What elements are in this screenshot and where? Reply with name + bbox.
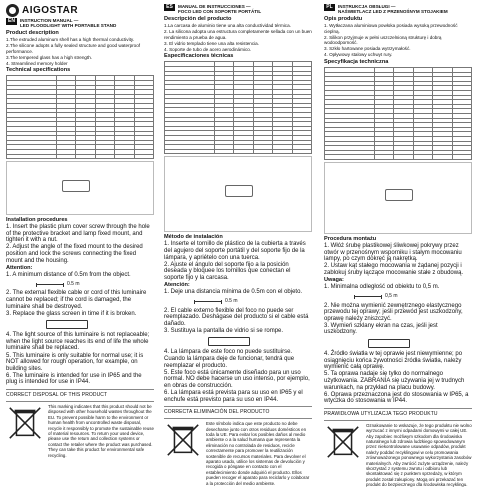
title-line: NAŚWIETLACZ LED Z PRZENOŚNYM STOJAKIEM: [338, 9, 448, 14]
column-spanish: [164, 4, 312, 486]
list-item: 1. Deje una distancia mínima de 0.5m con el objeto.: [164, 289, 303, 296]
attention-list: [6, 272, 154, 279]
list-item: 1. Inserte el tornillo de plástico de la cubierta a través del agujero del soporte portátil y del soporte fijo de la lámpara, y apriételo con una tuerca.: [164, 241, 306, 261]
manual-header: [6, 18, 154, 28]
disposal-text: Oznakowanie to wskazuje, że tego produktu nie wolno wyrzucać z innymi odpadami domowymi w całej UE. Aby zapobiec możliwym szkodom dla środowiska naturalnego lub zdrowia ludzkiego spowodowanym przez niekontrolowane usuwanie odpadów, produkt należy poddać recyklingowi w celu promowania zrównoważonego ponownego wykorzystania zasobów materialnych. Aby zwrócić zużyte urządzenie, należy skorzystać z systemu zwrotu i odbioru lub skontaktować się z punktem sprzedaży, w którym produkt został zakupiony. Mogą oni przekazać ten produkt do bezpiecznego dla środowiska recyklingu.: [366, 422, 472, 488]
list-item: 4. Opływowy stalowy uchwyt rury.: [324, 52, 393, 58]
disposal-title: CORRECTA ELIMINACIÓN DEL PRODUCTO: [164, 409, 270, 416]
list-item: 6. La lámpara está prevista para su uso en IP65 y el enchufe está previsto para su uso en IP44.: [164, 390, 303, 403]
installation-diagram: [164, 156, 312, 232]
manual-title: [178, 4, 261, 14]
list-item: 2. Nie można wymienić zewnętrznego elastycznego przewodu tej oprawy; jeśli przewód jest uszkodzony, oprawę należy zniszczyć.: [324, 302, 463, 322]
list-item: 4. Źródło światła w tej oprawie jest niewymienne; po osiągnięciu końca żywotności źródła światła, należy wymienić całą oprawę.: [324, 351, 463, 371]
list-item: 1.La carcasa de aluminio tiene una alta conductividad térmica.: [164, 23, 291, 28]
installation-list: [6, 224, 154, 264]
disposal-title: PRAWIDŁOWA UTYLIZACJA TEGO PRODUKTU: [324, 410, 438, 417]
divider: [164, 418, 312, 419]
section-title: Método de instalación: [164, 234, 223, 241]
attention-list: [164, 289, 312, 296]
floodlight-icon: [225, 185, 253, 197]
section-title: Atención:: [164, 282, 190, 289]
spec-table: [164, 61, 312, 154]
product-description-list: [324, 23, 472, 58]
list-item: 4. The light source of this luminaire is not replaceable; when the light source reaches its end of life the whole luminaire shall be replaced.: [6, 332, 150, 352]
title-line: INSTRUCTION MANUAL —: [20, 18, 79, 23]
column-english: [6, 18, 154, 476]
attention-list: [6, 332, 154, 386]
list-item: 6. Oprawa przeznaczona jest do stosowania w IP65, a wtyczka do stosowania w IP44.: [324, 391, 469, 405]
list-item: 3.The tempered glass has a high strength.: [6, 54, 93, 60]
list-item: 4. Streamlined memory holder: [6, 60, 68, 66]
divider: [324, 420, 472, 421]
distance-label: 0.5 m: [67, 280, 80, 287]
section-title: Opis produktu: [324, 16, 363, 22]
list-item: 3. Szkło hartowane posiada wytrzymałość.: [324, 46, 411, 52]
installation-diagram: [324, 162, 472, 234]
section-title: Installation procedures: [6, 217, 68, 224]
language-badge: PL: [324, 4, 335, 11]
list-item: 1.The extruded aluminum shell has a high thermal conductivity.: [6, 37, 135, 42]
attention-list: [6, 290, 154, 317]
divider: [164, 406, 312, 407]
column-polish: [324, 4, 472, 488]
distance-diagram: [194, 299, 312, 305]
brand-name: AIGOSTAR: [22, 4, 79, 16]
section-title: Descripción del producto: [164, 16, 232, 22]
floodlight-icon: [385, 189, 413, 201]
section-title: Uwaga:: [324, 277, 344, 284]
list-item: 3. Sustituya la pantalla de vidrio si se rompe.: [164, 327, 284, 334]
spec-table: [6, 75, 154, 159]
list-item: 4. Soporte de tubo de acero aerodinámico.: [164, 46, 252, 52]
manual-header: [324, 4, 472, 14]
list-item: 1. Włóż śrubę plastikowej śliwkowej pokrywy przez otwór w przenośnym wsporniku i stałym mocowaniu lampy, po czym dokręć ją nakrętką.: [324, 242, 462, 263]
crossed-bin-icon: [164, 421, 202, 459]
disposal-title: CORRECT DISPOSAL OF THIS PRODUCT: [6, 392, 108, 399]
glass-screen-icon: [208, 337, 250, 346]
attention-list: [164, 308, 312, 335]
crossed-bin-icon: [324, 423, 362, 461]
product-description-list: [6, 37, 154, 66]
list-item: 2. Silikon przyjmuje w pełni uszczelnioną strukturę i dobrą wodoodporność.: [324, 34, 442, 46]
list-item: 1. Wytłaczana aluminiowa powłoka posiada wysoką przewodność cieplną.: [324, 23, 458, 34]
list-item: 3. Replace the glass screen in time if it is broken.: [6, 310, 137, 317]
title-line: MANUAL DE INSTRUCCIONES —: [178, 4, 251, 9]
list-item: 2. The external flexible cable or cord of this luminaire cannot be replaced; if the cord is damaged, the luminaire shall be destroyed.: [6, 290, 147, 310]
list-item: 5. This luminaire is only suitable for normal use; it is NOT allowed for rough operation, for example, on building sites.: [6, 352, 144, 372]
list-item: 2. Ustaw kąt stałego mocowania w żądanej pozycji i zablokuj śruby łączące mocowanie stałe z obudową.: [324, 263, 464, 276]
title-line: LED FLOODLIGHT WITH PORTABLE STAND: [20, 23, 117, 28]
brand-logo: [6, 3, 78, 17]
attention-list: [324, 351, 472, 405]
spec-table: [324, 67, 472, 160]
installation-diagram: [6, 161, 154, 215]
section-title: Specyfikacja techniczna: [324, 59, 389, 66]
attention-list: [164, 349, 312, 403]
disposal-block: [6, 404, 154, 458]
list-item: 1. A minimum distance of 0.5m from the object.: [6, 272, 131, 279]
distance-arrow-icon: [354, 296, 382, 297]
list-item: 5. Ta oprawa nadaje się tylko do normalnego użytkowania. ZABRANIA się używania jej w trudnych warunkach, na przykład na placu budowy.: [324, 371, 465, 391]
section-title: Procedura montażu: [324, 235, 377, 242]
list-item: 4. La lámpara de este foco no puede sustituirse. Cuando la lámpara deje de funcionar, tendrá que reemplazar el producto.: [164, 349, 295, 369]
manual-header: [164, 4, 312, 14]
list-item: 3. Wymień szklany ekran na czas, jeśli jest uszkodzony.: [324, 322, 438, 336]
table-row: [325, 155, 472, 160]
distance-label: 0.5 m: [225, 298, 238, 304]
list-item: 2. Ajuste el ángulo del soporte fijo a la posición deseada y bloquee los tornillos que conectan el soporte fijo y la carcasa.: [164, 261, 291, 281]
list-item: 3. El vidrio templado tiene una alta resistencia.: [164, 40, 259, 46]
list-item: 2.The silicone adopts a fully sealed structure and good waterproof performance.: [6, 43, 141, 54]
attention-list: [324, 284, 472, 291]
distance-arrow-icon: [36, 284, 64, 285]
divider: [324, 408, 472, 409]
section-title: Product description: [6, 30, 59, 36]
attention-list: [324, 303, 472, 336]
floodlight-icon: [62, 180, 90, 192]
distance-diagram: [354, 294, 472, 300]
list-item: 2. El cable externo flexible del foco no puede ser reemplazado. Deshágase del producto si el cable está dañado.: [164, 307, 309, 327]
glass-screen-icon: [46, 320, 88, 329]
divider: [6, 389, 154, 390]
language-badge: ES: [164, 4, 175, 11]
title-line: INSTRUKCJA OBSŁUGI —: [338, 4, 396, 9]
list-item: 6. The luminaire is intended for use in IP65 and the plug is intended for use in IP44.: [6, 372, 142, 386]
disposal-block: [324, 423, 472, 488]
list-item: 2. Adjust the angle of the fixed mount to the desired position and lock the screws connecting the fixed mount and the housing.: [6, 244, 143, 264]
table-row: [165, 149, 312, 154]
list-item: 1. Insert the plastic plum cover screw through the hole of the protective bracket and lamp fixed mount, and tighten it with a nut.: [6, 224, 150, 244]
installation-list: [164, 241, 312, 281]
section-title: Especificaciones técnicas: [164, 53, 234, 60]
crossed-bin-icon: [6, 404, 44, 442]
list-item: 1. Minimalna odległość od obiektu to 0,5 m.: [324, 284, 440, 291]
installation-list: [324, 243, 472, 276]
product-description-list: [164, 23, 312, 52]
divider: [6, 401, 154, 402]
brand-logo-icon: [6, 4, 19, 17]
section-title: Technical specifications: [6, 67, 71, 74]
distance-diagram: [36, 282, 154, 288]
title-line: FOCO LED CON SOPORTE PORTÁTIL: [178, 9, 262, 14]
list-item: 2. La silicona adopta una estructura completamente sellada con un buen rendimiento a prueba de agua.: [164, 29, 312, 40]
manual-title: [20, 18, 116, 28]
table-row: [7, 154, 154, 159]
manual-title: [338, 4, 448, 14]
list-item: 5. Este foco está únicamente diseñado para un uso normal. NO debe hacerse un uso intenso, por ejemplo, en obras de construcción.: [164, 369, 310, 389]
distance-arrow-icon: [194, 301, 222, 302]
language-badge: EN: [6, 18, 17, 25]
disposal-text: This marking indicates that this product should not be disposed with other household wastes throughout the EU. To prevent possible harm to the environment or human health from uncontrolled waste disposal, recycle it responsibly to promote the sustainable reuse of material resources. To return your used device, please use the return and collection systems or contact the retailer where the product was purchased. They can take this product for environmental safe recycling.: [48, 404, 154, 458]
disposal-block: [164, 421, 312, 486]
section-title: Attention:: [6, 265, 33, 272]
disposal-text: Este símbolo indica que este producto no debe desecharse junto con otros residuos domésticos en toda la UE. Para evitar los posibles daños al medio ambiente o a la salud humana que representa la eliminación no controlada de residuos, recicle correctamente para promover la reutilización sostenible de recursos materiales. Para devolver el aparato usado, utilice los sistemas de devolución y recogida o póngase en contacto con el establecimiento donde adquirió el producto. Ellos pueden recoger el aparato para reciclarlo y colaborar a la protección del medio ambiente.: [206, 421, 310, 486]
distance-label: 0,5 m: [385, 293, 398, 299]
glass-screen-icon: [368, 339, 410, 348]
